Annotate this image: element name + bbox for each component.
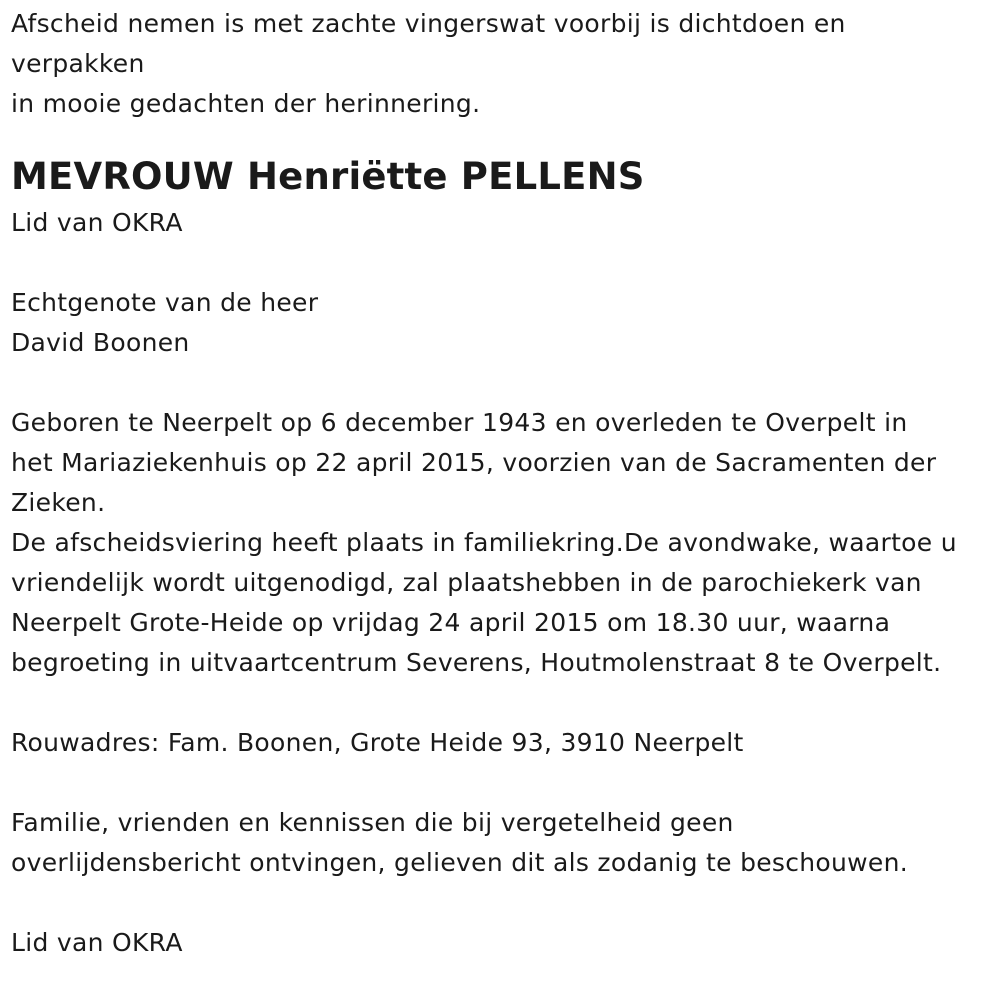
motto-block [11, 4, 996, 124]
footer-membership: Lid van OKRA [11, 928, 183, 957]
spouse-name: David Boonen [11, 328, 190, 357]
spouse-line: Echtgenote van de heer [11, 288, 319, 317]
spouse-block [11, 283, 996, 363]
obituary-document [11, 4, 996, 963]
details-line: De afscheidsviering heeft plaats in familiekring.De avondwake, waartoe u [11, 528, 957, 557]
spacer [11, 243, 996, 283]
spacer [11, 363, 996, 403]
details-line: vriendelijk wordt uitgenodigd, zal plaatshebben in de parochiekerk van [11, 568, 922, 597]
mourning-address: Rouwadres: Fam. Boonen, Grote Heide 93, 3910 Neerpelt [11, 728, 744, 757]
details-line: Zieken. [11, 488, 106, 517]
membership-label: Lid van OKRA [11, 208, 183, 237]
notice-line: overlijdensbericht ontvingen, gelieven dit als zodanig te beschouwen. [11, 848, 908, 877]
motto-line: in mooie gedachten der herinnering. [11, 89, 481, 118]
deceased-name: MEVROUW Henriëtte PELLENS [11, 155, 645, 198]
details-line: Neerpelt Grote-Heide op vrijdag 24 april 2015 om 18.30 uur, waarna [11, 608, 891, 637]
details-line: begroeting in uitvaartcentrum Severens, Houtmolenstraat 8 te Overpelt. [11, 648, 942, 677]
details-line: Geboren te Neerpelt op 6 december 1943 en overleden te Overpelt in [11, 408, 908, 437]
details-line: het Mariaziekenhuis op 22 april 2015, voorzien van de Sacramenten der [11, 448, 937, 477]
motto-line: Afscheid nemen is met zachte vingerswat voorbij is dichtdoen en [11, 9, 846, 38]
motto-line: verpakken [11, 49, 145, 78]
spacer [11, 763, 996, 803]
details-block [11, 403, 996, 683]
notice-block [11, 803, 996, 883]
spacer [11, 883, 996, 923]
spacer [11, 683, 996, 723]
notice-line: Familie, vrienden en kennissen die bij vergetelheid geen [11, 808, 734, 837]
